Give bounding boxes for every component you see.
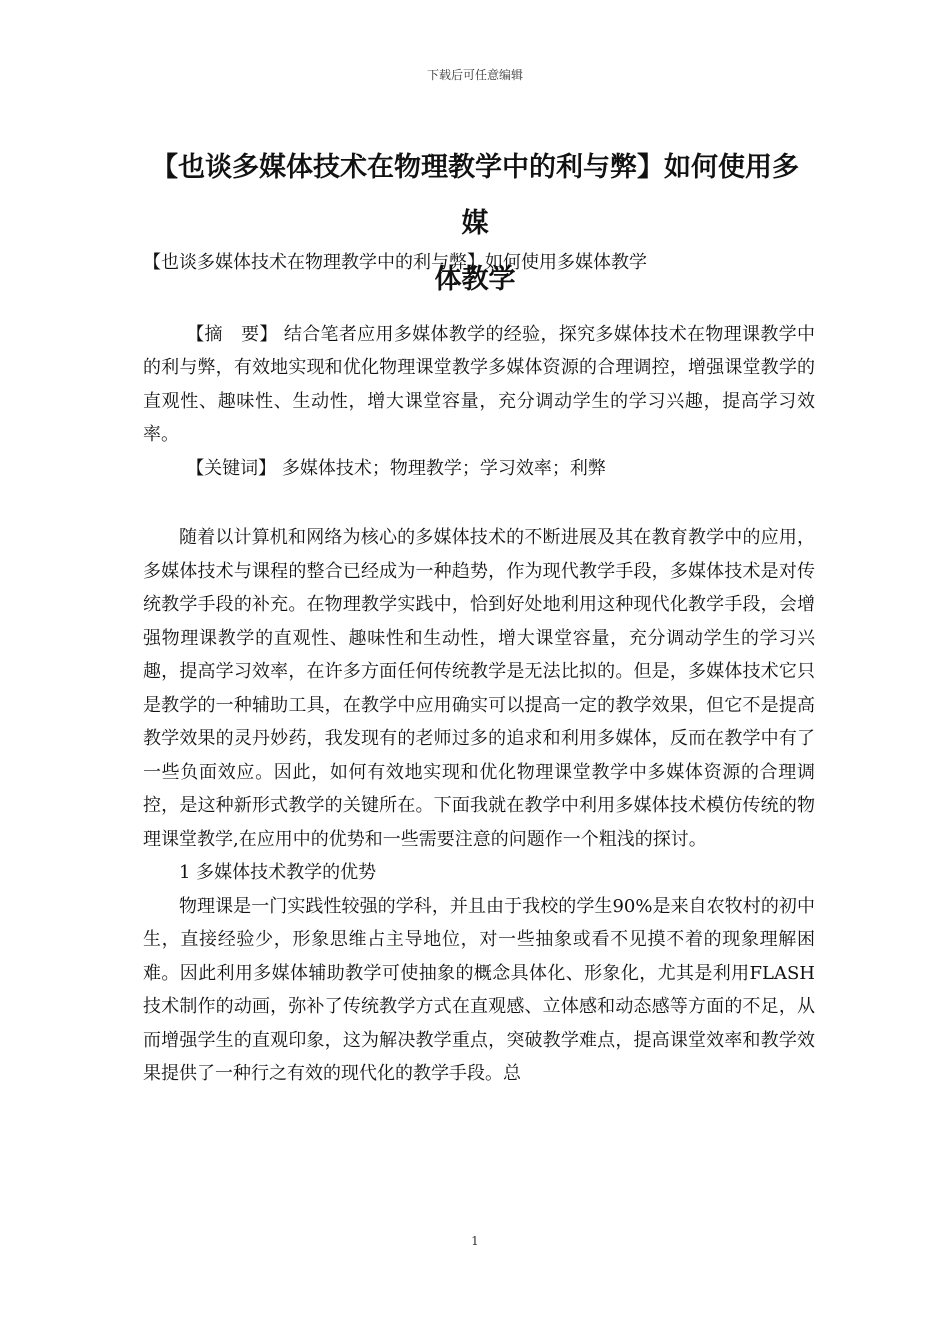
document-subtitle: 【也谈多媒体技术在物理教学中的利与弊】如何使用多媒体教学 xyxy=(143,252,647,273)
page-number: 1 xyxy=(471,1234,479,1248)
keywords-paragraph xyxy=(143,452,815,486)
abstract-text: 结合笔者应用多媒体教学的经验，探究多媒体技术在物理课教学中的利与弊，有效地实现和优化物理课堂教学多媒体资源的合理调控，增强课堂教学的直观性、趣味性、生动性，增大课堂容量，充分调动学生的学习兴趣，提高学习效率。 xyxy=(143,323,816,445)
keywords-label: 【关键词】 xyxy=(186,457,277,479)
intro-paragraph: 随着以计算机和网络为核心的多媒体技术的不断进展及其在教育教学中的应用，多媒体技术与课程的整合已经成为一种趋势，作为现代教学手段，多媒体技术是对传统教学手段的补充。在物理教学实践中，恰到好处地利用这种现代化教学手段，会增强物理课教学的直观性、趣味性和生动性，增大课堂容量，充分调动学生的学习兴趣，提高学习效率，在许多方面任何传统教学是无法比拟的。但是，多媒体技术它只是教学的一种辅助工具，在教学中应用确实可以提高一定的教学效果，但它不是提高教学效果的灵丹妙药，我发现有的老师过多的追求和利用多媒体，反而在教学中有了一些负面效应。因此，如何有效地实现和优化物理课堂教学中多媒体资源的合理调控，是这种新形式教学的关键所在。下面我就在教学中利用多媒体技术模仿传统的物理课堂教学,在应用中的优势和一些需要注意的问题作一个粗浅的探讨。 xyxy=(143,527,815,850)
spacer xyxy=(143,280,815,318)
title-line-1: 【也谈多媒体技术在物理教学中的利与弊】如何使用多媒 xyxy=(151,152,799,239)
abstract-paragraph xyxy=(143,318,815,452)
spacer xyxy=(143,485,815,521)
title-line-2: 体教学 xyxy=(434,264,516,295)
abstract-label: 【摘 要】 xyxy=(186,323,278,345)
section-heading: 1 多媒体技术教学的优势 xyxy=(179,862,377,883)
header-note: 下载后可任意编辑 xyxy=(426,68,523,82)
keywords-text: 多媒体技术；物理教学；学习效率；利弊 xyxy=(276,457,606,479)
document-body xyxy=(143,246,815,1091)
section-paragraph: 物理课是一门实践性较强的学科，并且由于我校的学生90%是来自农牧村的初中生，直接经验少，形象思维占主导地位，对一些抽象或看不见摸不着的现象理解困难。因此利用多媒体辅助教学可使抽象的概念具体化、形象化，尤其是利用FLASH技术制作的动画，弥补了传统教学方式在直观感、立体感和动态感等方面的不足，从而增强学生的直观印象，这为解决教学重点，突破教学难点，提高课堂效率和教学效果提供了一种行之有效的现代化的教学手段。总 xyxy=(143,895,815,1084)
